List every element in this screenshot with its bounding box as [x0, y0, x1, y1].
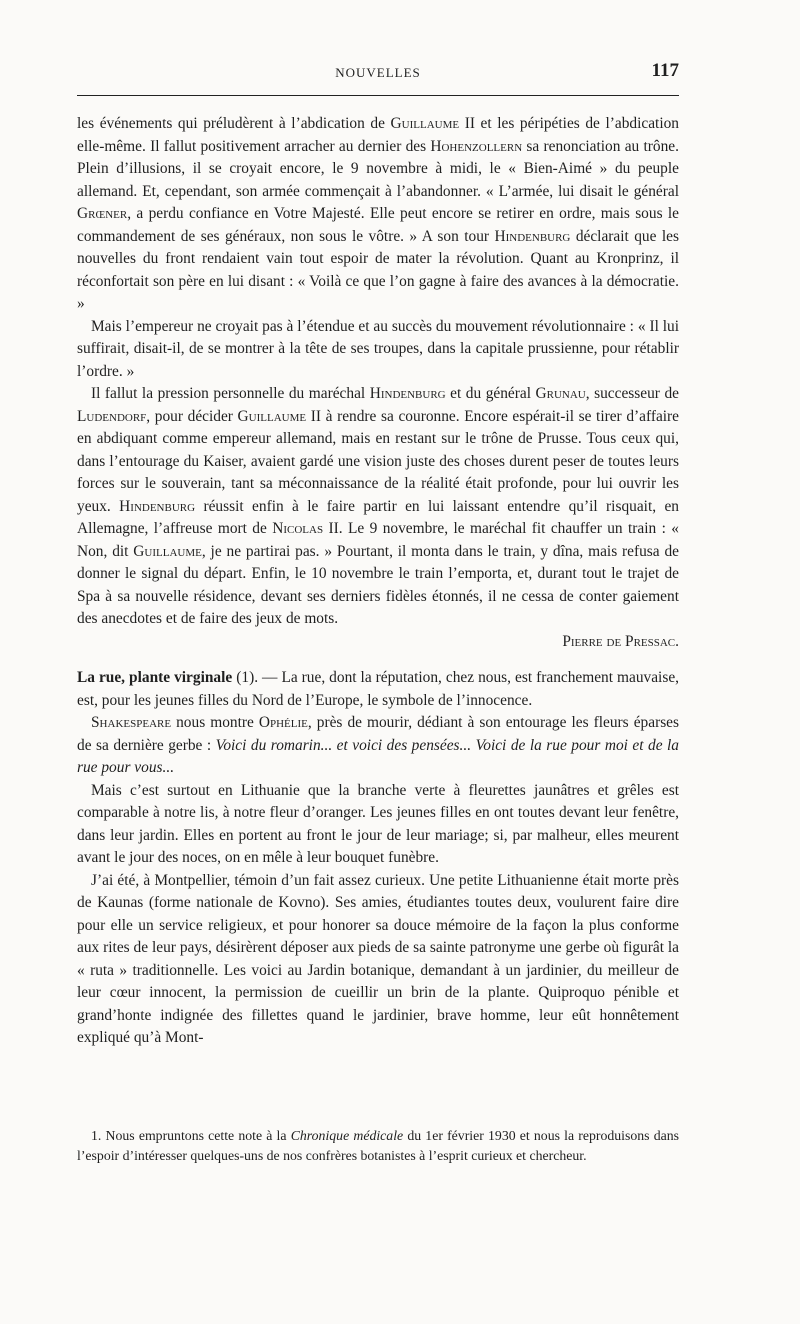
- page-header: [77, 58, 679, 84]
- text: Il fallut la pression personnelle du maréchal: [91, 385, 370, 402]
- text: du 1er février 1930 et nous la reproduisons dans l’espoir d’intéresser quelques-uns de nos confrères botanistes à l’esprit curieux et chercheur.: [77, 1128, 680, 1163]
- text: — La rue, dont la réputation, chez nous, est franchement mauvaise, est, pour les jeunes filles du Nord de l’Europe, le symbole de l’innocence.: [77, 669, 679, 709]
- author-signature: Pierre de Pressac.: [562, 632, 679, 650]
- person-name: Guillaume: [237, 407, 307, 425]
- text: , successeur de: [585, 385, 679, 402]
- text: réussit enfin à le faire partir en lui laissant entendre qu’il risquait, en Allemagne, l’affreuse mort de: [77, 497, 679, 537]
- page: [77, 58, 680, 1163]
- text: déclarait que les nouvelles du front rendaient vain tout espoir de mater la révolution. Quant au Kronprinz, il réconfortait son père en lui disant : « Voilà ce que l’on gagne à faire des avances à la démocratie. »: [77, 227, 679, 312]
- person-name: Hindenburg: [494, 227, 571, 245]
- paragraph: J’ai été, à Montpellier, témoin d’un fait assez curieux. Une petite Lithuanienne était morte près de Kaunas (forme nationale de Kovno). Ses amies, étudiantes toutes deux, voulurent faire dire pour elle un service religieux, et pour honorer sa douce mémoire de la façon la plus conforme aux rites de leur pays, désirèrent déposer aux pieds de sa sainte patronyme une gerbe où figurât la « ruta » traditionnelle. Les voici au Jardin botanique, demandant à un jardinier, du meilleur de leur cœur innocent, la permission de cueillir un brin de la plante. Quiproquo pénible et grand’honte indignée des fillettes quand le jardinier, brave homme, leur eût honnêtement expliqué qu’à Mont-: [77, 871, 679, 1046]
- footnotes: [77, 1126, 679, 1165]
- source-title: Chronique médicale: [290, 1128, 404, 1143]
- person-name: Grunau: [535, 385, 586, 402]
- text: et du général: [445, 385, 536, 402]
- text: II à rendre sa couronne. Encore espérait-il se tirer d’affaire en abdiquant comme empereur allemand, mais en restant sur le trône de Prusse. Tous ceux qui, dans l’entourage du Kaiser, avaient gardé une vision juste des choses durent peser de toutes leurs forces sur le souverain, tant sa méconnaissance de la réalité était profonde, pour lui ouvrir les yeux.: [77, 407, 680, 515]
- footnote-ref: (1).: [236, 669, 259, 686]
- text: , je ne partirai pas. » Pourtant, il monta dans le train, y dîna, mais refusa de donner le signal du départ. Enfin, le 10 novembre le train l’emporta, et, durant tout le trajet de Spa à sa nouvelle résidence, devant ses derniers fidèles étonnés, il ne cessa de conter gaiement des anecdotes et de faire des jeux de mots.: [77, 542, 679, 627]
- text: les événements qui préludèrent à l’abdication de: [77, 115, 391, 132]
- text: nous montre: [171, 714, 259, 731]
- section-gap: [77, 653, 679, 667]
- text: , a perdu confiance en Votre Majesté. Elle peut encore se retirer en ordre, mais sous le commandement de ses généraux, non sous le vôtre. » A son tour: [77, 205, 679, 245]
- body-text: [77, 113, 679, 1050]
- text: II et les péripéties de l’abdication elle-même. Il fallut positivement arracher au dernier des: [77, 115, 679, 155]
- running-head: NOUVELLES: [335, 65, 421, 80]
- person-name: Hindenburg: [369, 385, 446, 402]
- person-name: Guillaume: [390, 115, 460, 132]
- person-name: Hindenburg: [119, 497, 196, 515]
- text: , près de mourir, dédiant à son entourage les fleurs éparses de sa dernière gerbe :: [77, 714, 680, 754]
- text: 1. Nous empruntons cette note à la: [91, 1128, 291, 1143]
- header-rule: [77, 95, 679, 96]
- article-title: La rue, plante virginale: [77, 669, 233, 686]
- person-name: Shakespeare: [91, 714, 172, 731]
- person-name: Nicolas: [272, 520, 324, 537]
- text: II. Le 9 novembre, le maréchal fit chauffer un train : « Non, dit: [77, 520, 679, 560]
- paragraph: [77, 667, 679, 712]
- paragraph: [77, 113, 679, 316]
- quotation: Voici du romarin... et voici des pensées... Voici de la rue pour moi et de la rue pour vous...: [77, 736, 679, 776]
- paragraph: [77, 712, 679, 780]
- signature-line: [77, 631, 679, 654]
- person-name: Guillaume: [133, 542, 202, 560]
- person-name: Grœner: [77, 205, 128, 222]
- footnote: [77, 1126, 679, 1165]
- text: , pour décider: [146, 407, 238, 425]
- person-name: Ludendorf: [77, 407, 147, 425]
- person-name: Hohenzollern: [430, 137, 523, 155]
- page-number: 117: [651, 60, 679, 81]
- paragraph: [77, 383, 679, 631]
- person-name: Ophélie: [258, 714, 308, 731]
- paragraph: Mais l’empereur ne croyait pas à l’étendue et au succès du mouvement révolutionnaire : « Il lui suffirait, disait-il, de se montrer à la tête de ses troupes, dans la capitale prussienne, pour rétablir l’ordre. »: [77, 317, 679, 380]
- text: sa renonciation au trône. Plein d’illusions, il se croyait encore, le 9 novembre à midi, le « Bien-Aimé » du peuple allemand. Et, cependant, son armée commençait à l’abandonner. « L’armée, lui disait le général: [77, 137, 679, 200]
- paragraph: Mais c’est surtout en Lithuanie que la branche verte à fleurettes jaunâtres et grêles est comparable à notre lis, à notre fleur d’oranger. Les jeunes filles en ont toutes devant leur fenêtre, dans leur jardin. Elles en portent au front le jour de leur mariage; si, par malheur, elles meurent avant le jour des noces, on en mêle à leur bouquet funèbre.: [77, 781, 679, 866]
